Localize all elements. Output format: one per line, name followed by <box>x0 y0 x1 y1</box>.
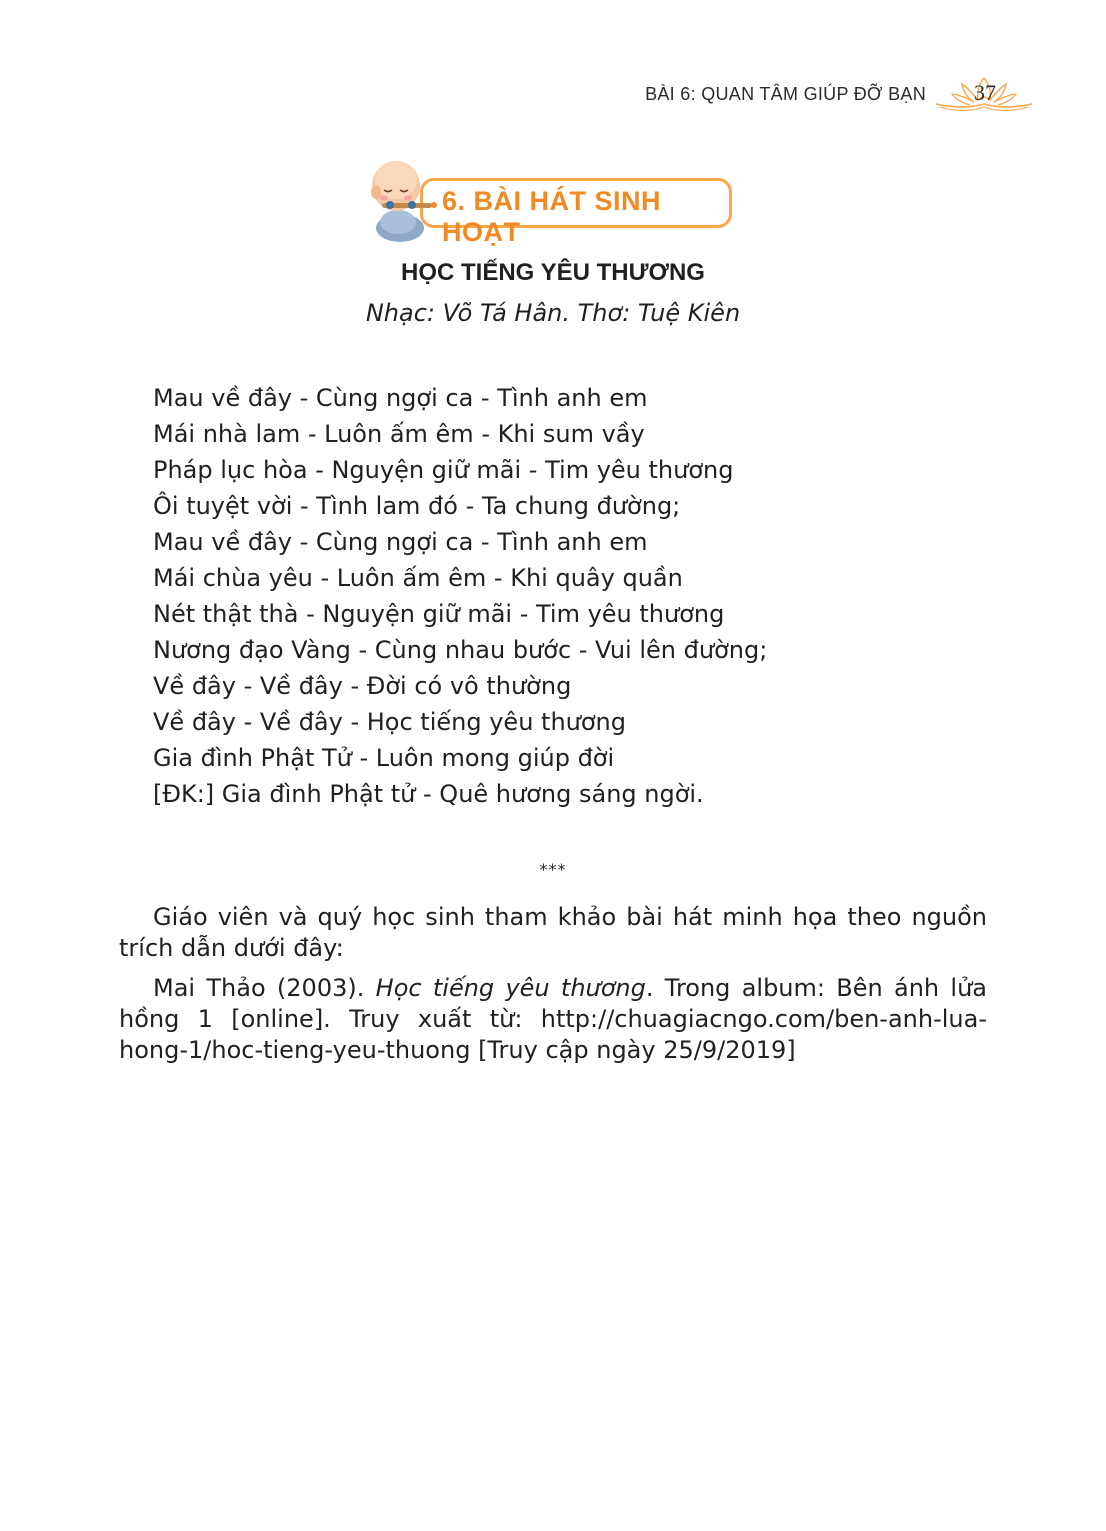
lyric-line: Mái chùa yêu - Luôn ấm êm - Khi quây quần <box>153 564 683 592</box>
lyric-line: [ĐK:] Gia đình Phật tử - Quê hương sáng ngời. <box>153 780 704 808</box>
citation-title: Học tiếng yêu thương <box>375 974 646 1002</box>
chapter-title: BÀI 6: QUAN TÂM GIÚP ĐỠ BẠN <box>645 83 926 104</box>
page-number-ornament <box>934 74 1034 114</box>
reference-intro: Giáo viên và quý học sinh tham khảo bài hát minh họa theo nguồn trích dẫn dưới đây: <box>119 903 987 962</box>
song-title: HỌC TIẾNG YÊU THƯƠNG <box>401 259 705 286</box>
lyric-line: Ôi tuyệt vời - Tình lam đó - Ta chung đường; <box>153 492 681 520</box>
lyric-line: Nét thật thà - Nguyện giữ mãi - Tim yêu thương <box>153 600 725 628</box>
citation-suffix: . Trong album: Bên ánh lửa hồng 1 [online]. Truy xuất từ: http://chuagiacngo.com/ben-anh-lua-hong-1/hoc-tieng-yeu-thuong [Truy cập ngày 25/9/2019] <box>119 974 988 1064</box>
lyric-line: Pháp lục hòa - Nguyện giữ mãi - Tim yêu thương <box>153 456 734 484</box>
lyric-line: Về đây - Về đây - Học tiếng yêu thương <box>153 708 626 736</box>
lyric-line: Nương đạo Vàng - Cùng nhau bước - Vui lên đường; <box>153 636 768 664</box>
lyric-line: Gia đình Phật Tử - Luôn mong giúp đời <box>153 744 615 772</box>
lyric-line: Mau về đây - Cùng ngợi ca - Tình anh em <box>153 384 648 412</box>
section-banner <box>368 152 738 247</box>
running-header <box>645 74 1034 114</box>
page-number: 37 <box>974 80 996 105</box>
lyric-line: Mái nhà lam - Luôn ấm êm - Khi sum vầy <box>153 420 645 448</box>
lyrics <box>153 380 973 812</box>
monk-playing-flute-icon <box>368 152 448 244</box>
lyric-line: Về đây - Về đây - Đời có vô thường <box>153 672 572 700</box>
section-title: 6. BÀI HÁT SINH HOẠT <box>442 186 662 247</box>
citation-prefix: Mai Thảo (2003). <box>153 974 376 1002</box>
reference-citation <box>119 973 987 1066</box>
section-separator: *** <box>539 860 567 879</box>
lyric-line: Mau về đây - Cùng ngợi ca - Tình anh em <box>153 528 648 556</box>
song-credit: Nhạc: Võ Tá Hân. Thơ: Tuệ Kiên <box>365 299 741 327</box>
